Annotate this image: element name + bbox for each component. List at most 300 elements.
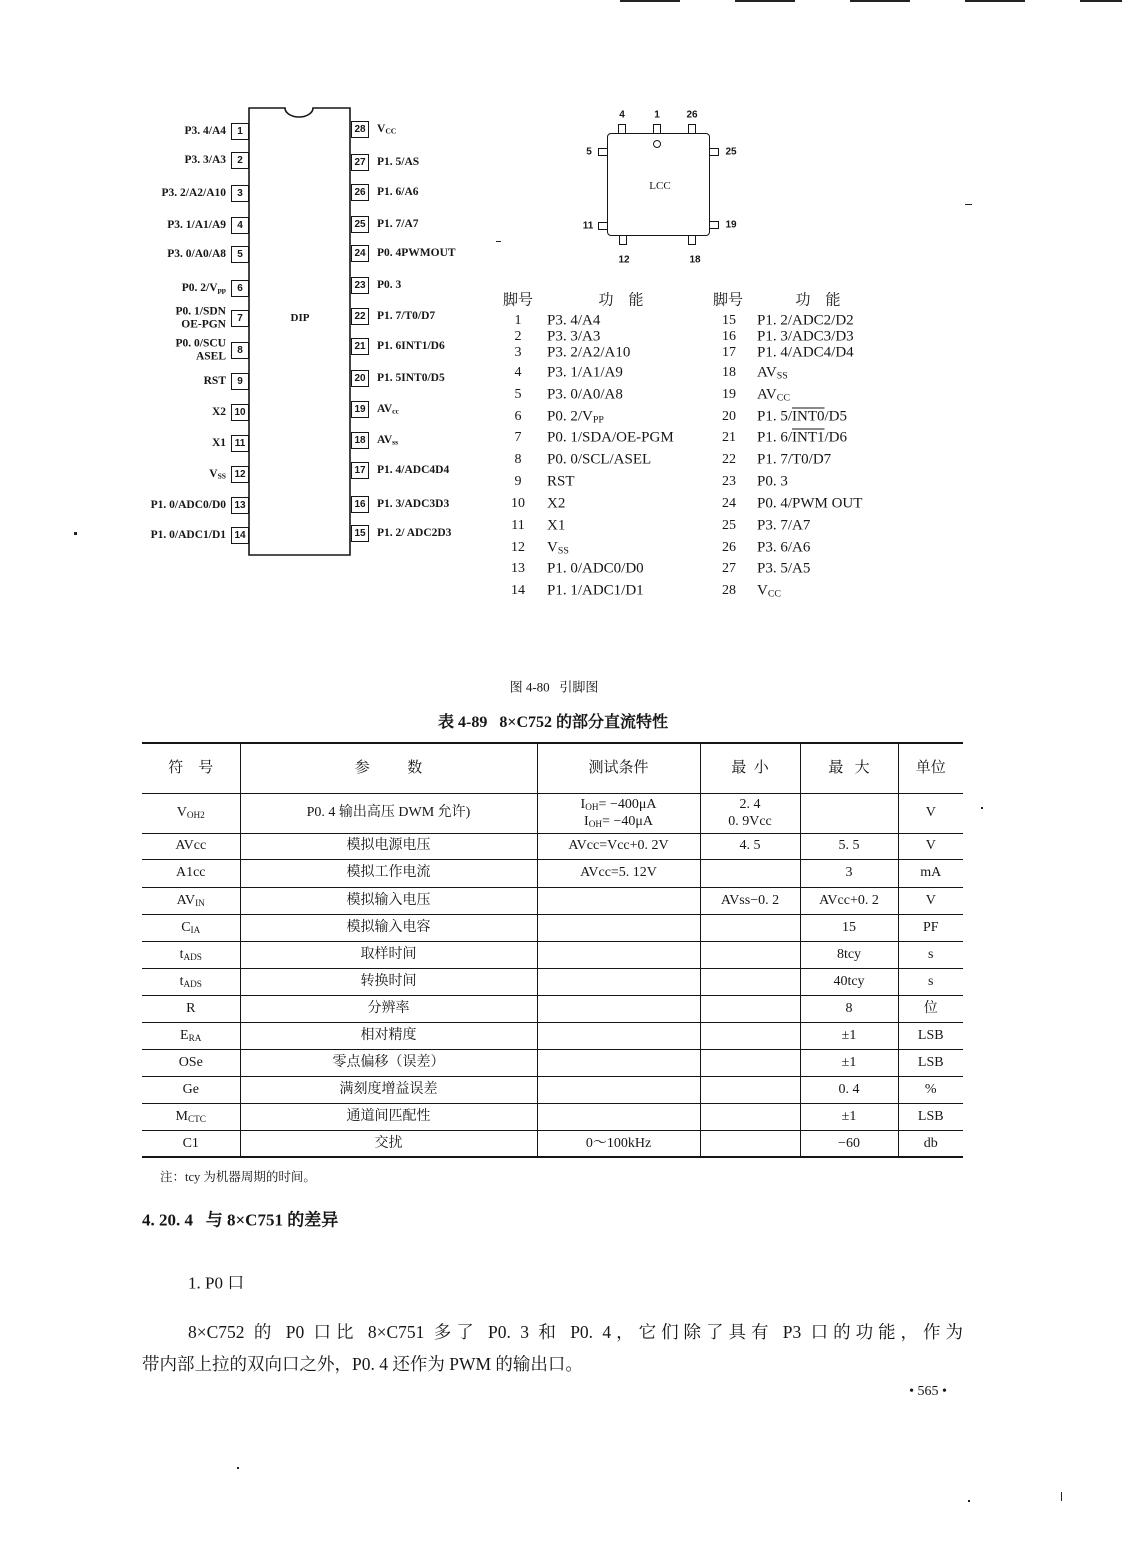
- table-row: [142, 1103, 963, 1130]
- subscript: IA: [190, 924, 201, 935]
- dip-pin-label: [167, 248, 226, 261]
- text-run: P3. 4/A4: [184, 124, 226, 137]
- text-run: 0. 9Vcc: [728, 814, 772, 829]
- text-run: P3. 0/A0/A8: [167, 247, 226, 260]
- text-run: AVcc=5. 12V: [580, 865, 657, 881]
- unit-cell: [898, 914, 963, 941]
- text-line: [176, 318, 226, 331]
- pin-number: 1: [514, 313, 522, 328]
- pin-function: [547, 562, 644, 577]
- text-run: P1. 7/T0/D7: [377, 309, 436, 322]
- subscript: OH2: [186, 810, 205, 821]
- text-run: 3: [845, 865, 853, 881]
- pin-number: 20: [722, 409, 736, 424]
- pin1-indicator: [653, 140, 661, 148]
- text-run: = −400μA: [598, 796, 657, 812]
- pin-number: 8: [514, 452, 522, 467]
- column-header-max: 最 大: [800, 743, 898, 793]
- table-row: [142, 941, 963, 968]
- dip-pin-label: [377, 498, 449, 511]
- text-run: P1. 1/ADC1/D1: [547, 582, 644, 599]
- dip-pin-label: [377, 279, 401, 292]
- text-run: P1. 5/: [757, 408, 793, 425]
- subscript: cc: [392, 406, 399, 416]
- unit-cell: [898, 1130, 963, 1157]
- symbol-cell: [142, 1076, 240, 1103]
- lcc-pin-lead: [653, 124, 661, 134]
- lcc-pin-lead: [598, 222, 608, 230]
- pin-number: 21: [722, 430, 736, 445]
- text-run: P1. 4/ADC4D4: [377, 463, 450, 476]
- dip-pin-number: 20: [351, 370, 369, 387]
- pin-number: 25: [722, 518, 736, 533]
- lcc-pin-number: 5: [586, 146, 592, 158]
- lcc-pin-lead: [688, 124, 696, 134]
- scan-edge-mark: [620, 0, 680, 2]
- page-number: • 565 •: [909, 1384, 947, 1399]
- dip-pin-label: [212, 406, 226, 419]
- unit-cell: [898, 833, 963, 859]
- pin-function: [757, 314, 854, 329]
- dip-pin-label: [377, 156, 419, 169]
- pin-function: [757, 431, 847, 446]
- dip-pin-number: 15: [351, 525, 369, 542]
- text-run: V: [176, 805, 187, 821]
- max-cell: [800, 995, 898, 1022]
- symbol-cell: [142, 914, 240, 941]
- text-run: 模拟输入电容: [346, 919, 431, 935]
- paragraph-line: 带内部上拉的双向口之外，P0. 4 还作为 PWM 的输出口。: [142, 1354, 583, 1374]
- text-run: Ge: [182, 1081, 199, 1097]
- dip-pin-label: [151, 499, 226, 512]
- lcc-pin-number: 25: [725, 146, 737, 158]
- text-run: V: [209, 467, 218, 480]
- pin-function: [547, 541, 569, 556]
- unit-cell: [898, 793, 963, 833]
- pin-number: 14: [511, 583, 525, 598]
- text-run: AVcc: [175, 838, 207, 854]
- text-run: t: [179, 946, 184, 962]
- dip-pin-number: 8: [231, 342, 249, 359]
- text-run: 位: [923, 1000, 938, 1016]
- text-run: V: [925, 838, 936, 854]
- subscript: OH: [588, 819, 603, 830]
- min-cell: [700, 941, 800, 968]
- text-run: P0. 2/V: [181, 281, 218, 294]
- dip-pin-number: 28: [351, 121, 369, 138]
- dip-pin-label: [377, 186, 419, 199]
- dip-pin-number: 23: [351, 277, 369, 294]
- lcc-pin-lead: [688, 235, 696, 245]
- text-run: PF: [922, 919, 939, 935]
- text-run: P3. 3/A3: [547, 328, 601, 345]
- table-row: [142, 1076, 963, 1103]
- text-run: ±1: [841, 1108, 857, 1124]
- table-row: [142, 1022, 963, 1049]
- text-run: 零点偏移（误差）: [332, 1054, 445, 1070]
- min-cell: [700, 1076, 800, 1103]
- max-cell: [800, 1130, 898, 1157]
- text-run: db: [923, 1135, 938, 1151]
- min-cell: [700, 995, 800, 1022]
- symbol-cell: [142, 968, 240, 995]
- dip-pin-label: [377, 218, 419, 231]
- section-heading: 4. 20. 4 与 8×C751 的差异: [142, 1210, 339, 1230]
- parameter-cell: [240, 914, 537, 941]
- text-run: AV: [757, 364, 777, 381]
- text-run: P3. 3/A3: [184, 153, 226, 166]
- pin-number: 17: [722, 345, 736, 360]
- text-run: P1. 7/A7: [377, 217, 419, 230]
- table-row: [142, 1049, 963, 1076]
- pin-number: 10: [511, 496, 525, 511]
- pin-number: 18: [722, 365, 736, 380]
- text-run: 通道间匹配性: [346, 1108, 431, 1124]
- text-run: X1: [547, 517, 566, 534]
- subscript: CTC: [187, 1113, 206, 1124]
- max-cell: [800, 1022, 898, 1049]
- subscript: ADS: [183, 978, 202, 989]
- pin-number: 27: [722, 561, 736, 576]
- text-run: P0. 1/SDA/OE-PGM: [547, 429, 674, 446]
- unit-cell: [898, 1076, 963, 1103]
- symbol-cell: [142, 941, 240, 968]
- text-run: AV: [377, 402, 393, 415]
- text-run: = −40μA: [602, 814, 653, 829]
- dip-pin-number: 12: [231, 466, 249, 483]
- dip-pin-number: 11: [231, 435, 249, 452]
- parameter-cell: [240, 1076, 537, 1103]
- symbol-cell: [142, 859, 240, 887]
- header-row: [142, 743, 963, 793]
- dip-pin-label: [377, 372, 445, 385]
- pin-number: 15: [722, 313, 736, 328]
- pin-number: 26: [722, 540, 736, 555]
- text-run: 交扰: [374, 1135, 403, 1151]
- table-row: [142, 1130, 963, 1157]
- min-cell: [700, 859, 800, 887]
- min-cell: [700, 968, 800, 995]
- lcc-pin-lead: [709, 221, 719, 229]
- pin-function: [547, 519, 565, 534]
- text-run: P0. 4 输出高压 DWM 允许): [306, 805, 471, 821]
- pin-function: [547, 346, 630, 361]
- text-run: RST: [203, 374, 226, 387]
- lcc-pin-lead: [619, 235, 627, 245]
- unit-cell: [898, 1103, 963, 1130]
- symbol-cell: [142, 1130, 240, 1157]
- column-header-test-condition: 测试条件: [537, 743, 700, 793]
- scan-speck: [237, 1467, 239, 1469]
- text-run: P0. 3: [377, 278, 402, 291]
- scan-edge-mark: [965, 0, 1025, 2]
- symbol-cell: [142, 793, 240, 833]
- subscript: CC: [767, 588, 782, 600]
- dip-pin-label: [176, 338, 226, 363]
- dip-pin-number: 3: [231, 185, 249, 202]
- pin-function: [757, 453, 831, 468]
- text-run: P1. 5INT0/D5: [377, 371, 445, 384]
- subscript: SS: [557, 545, 569, 557]
- text-run: 相对精度: [360, 1027, 417, 1043]
- dip-pin-number: 27: [351, 154, 369, 171]
- dip-pin-label: [176, 306, 226, 331]
- table-note: 注：tcy 为机器周期的时间。: [160, 1169, 316, 1184]
- text-run: P1. 6/: [757, 429, 793, 446]
- scan-speck: [1061, 1492, 1062, 1501]
- text-run: 模拟工作电流: [346, 865, 431, 881]
- dip-pin-label: [377, 403, 399, 416]
- subscript: PP: [592, 414, 604, 426]
- text-run: 0. 4: [838, 1081, 860, 1097]
- text-run: P1. 0/ADC0/D0: [547, 560, 644, 577]
- dip-pin-number: 16: [351, 496, 369, 513]
- text-run: I: [584, 814, 589, 829]
- text-run: 模拟输入电压: [346, 892, 431, 908]
- min-cell: [700, 793, 800, 833]
- pin-number: 13: [511, 561, 525, 576]
- unit-cell: [898, 968, 963, 995]
- dip-pin-label: [209, 468, 226, 481]
- text-run: P0. 1/SDN: [175, 305, 226, 318]
- dip-pin-label: [184, 154, 226, 167]
- text-run: C: [181, 919, 191, 935]
- subscript: SS: [217, 471, 226, 481]
- pin-number: 23: [722, 474, 736, 489]
- text-run: A1cc: [175, 865, 206, 881]
- dip-pin-label: [182, 282, 226, 295]
- paragraph-line: 8×C752 的 P0 口比 8×C751 多了 P0. 3 和 P0. 4，它们除了具有 P3 口的功能，作为: [188, 1322, 963, 1342]
- text-run: P1. 4/ADC4/D4: [757, 344, 854, 361]
- dip-pin-number: 25: [351, 216, 369, 233]
- test-condition-cell: [537, 968, 700, 995]
- text-run: P1. 2/ADC2/D2: [757, 312, 854, 329]
- scan-edge-mark: [735, 0, 795, 2]
- pin-function: [757, 410, 847, 425]
- pin-function: [547, 366, 623, 381]
- pin-function-header: 功 能: [598, 292, 644, 309]
- text-run: P0. 4/PWM OUT: [757, 495, 863, 512]
- text-run: 取样时间: [360, 946, 417, 962]
- lcc-pin-number: 1: [654, 109, 660, 121]
- lcc-pin-number: 26: [686, 109, 698, 121]
- pin-function: [547, 314, 600, 329]
- dip-pin-label: [377, 464, 449, 477]
- max-cell: [800, 1103, 898, 1130]
- dip-pin-label: [167, 219, 226, 232]
- scan-speck: [968, 1500, 970, 1502]
- text-run: 8tcy: [836, 946, 862, 962]
- subscript: RA: [188, 1032, 202, 1043]
- text-run: 模拟电源电压: [346, 838, 431, 854]
- text-run: 15: [842, 919, 856, 935]
- subscript: CC: [776, 392, 790, 404]
- test-condition-cell: [537, 833, 700, 859]
- subscript: CC: [385, 126, 397, 136]
- pin-number: 9: [514, 474, 522, 489]
- dip-pin-label: [212, 437, 226, 450]
- text-run: LSB: [917, 1027, 944, 1043]
- pin-function: [757, 584, 781, 599]
- dip-pin-label: [204, 375, 226, 388]
- text-run: P1. 7/T0/D7: [757, 451, 832, 468]
- lcc-pin-number: 19: [725, 219, 737, 231]
- figure-caption: 图 4-80 引脚图: [509, 679, 599, 695]
- lcc-pin-number: 12: [618, 254, 630, 266]
- pin-number: 22: [722, 452, 736, 467]
- min-cell: [700, 1103, 800, 1130]
- dip-pin-number: 10: [231, 404, 249, 421]
- table-title: 表 4-89 8×C752 的部分直流特性: [437, 714, 669, 731]
- pin-function-header: 功 能: [795, 292, 841, 309]
- text-run: P3. 7/A7: [757, 517, 811, 534]
- text-run: P1. 3/ADC3/D3: [757, 328, 854, 345]
- text-run: AVcc+0. 2: [819, 892, 879, 908]
- text-run: P0. 4PWMOUT: [377, 246, 456, 259]
- dip-pin-number: 17: [351, 462, 369, 479]
- symbol-cell: [142, 1022, 240, 1049]
- text-run: ASEL: [195, 350, 226, 362]
- pin-function: [757, 346, 854, 361]
- text-line: [176, 306, 226, 319]
- pin-number: 11: [511, 518, 525, 533]
- test-condition-cell: [537, 1076, 700, 1103]
- pin-function: [547, 330, 600, 345]
- text-run: 转换时间: [360, 973, 417, 989]
- text-run: P1. 2/ ADC2D3: [377, 526, 452, 539]
- pin-function: [547, 497, 565, 512]
- max-cell: [800, 1076, 898, 1103]
- min-cell: [700, 887, 800, 914]
- text-run: P3. 4/A4: [547, 312, 601, 329]
- text-run: %: [924, 1081, 937, 1097]
- text-run: 0～100kHz: [585, 1135, 652, 1151]
- text-run: X1: [211, 436, 226, 449]
- text-run: P1. 0/ADC0/D0: [150, 498, 226, 511]
- text-run: V: [757, 582, 768, 599]
- dip-pin-number: 9: [231, 373, 249, 390]
- scan-speck: [74, 532, 77, 535]
- pin-function: [547, 388, 623, 403]
- pin-number: 19: [722, 387, 736, 402]
- pin-number: 24: [722, 496, 736, 511]
- subscript: ADS: [183, 951, 202, 962]
- pin-number: 7: [514, 430, 522, 445]
- max-cell: [800, 914, 898, 941]
- max-cell: [800, 887, 898, 914]
- text-run: mA: [920, 865, 942, 881]
- max-cell: [800, 968, 898, 995]
- parameter-cell: [240, 968, 537, 995]
- text-line: [538, 796, 700, 814]
- text-run: M: [175, 1108, 188, 1124]
- max-cell: [800, 941, 898, 968]
- parameter-cell: [240, 1022, 537, 1049]
- lcc-pin-number: 11: [582, 220, 594, 232]
- parameter-cell: [240, 833, 537, 859]
- parameter-cell: [240, 887, 537, 914]
- text-run: ±1: [841, 1027, 857, 1043]
- parameter-cell: [240, 995, 537, 1022]
- text-run: RST: [547, 473, 575, 490]
- text-run: 分辨率: [367, 1000, 410, 1016]
- pin-function: [547, 410, 604, 425]
- text-run: s: [928, 946, 934, 962]
- dip-pin-number: 4: [231, 217, 249, 234]
- scan-edge-mark: [850, 0, 910, 2]
- dip-pin-label: [377, 247, 456, 260]
- text-run: OSe: [178, 1054, 203, 1070]
- max-cell: [800, 1049, 898, 1076]
- text-line: [538, 813, 700, 831]
- max-cell: [800, 859, 898, 887]
- text-run: 40tcy: [833, 973, 865, 989]
- dip-pin-label: [377, 527, 451, 540]
- text-run: P3. 6/A6: [757, 539, 811, 556]
- pin-function: [757, 519, 810, 534]
- scan-speck: [496, 241, 501, 242]
- table-row: [142, 859, 963, 887]
- text-run: 5. 5: [838, 838, 860, 854]
- dip-package-body: [248, 107, 352, 557]
- pin-function: [547, 431, 674, 446]
- parameter-cell: [240, 1130, 537, 1157]
- text-run: P1. 5/AS: [377, 155, 420, 168]
- text-run: AVss−0. 2: [720, 892, 780, 908]
- symbol-cell: [142, 1103, 240, 1130]
- column-header-unit: 单位: [898, 743, 963, 793]
- dip-pin-number: 7: [231, 310, 249, 327]
- text-run: V: [925, 892, 936, 908]
- text-run: P1. 3/ADC3D3: [377, 497, 450, 510]
- dip-pin-number: 24: [351, 245, 369, 262]
- test-condition-cell: [537, 995, 700, 1022]
- dip-pin-number: 2: [231, 152, 249, 169]
- dip-pin-number: 18: [351, 432, 369, 449]
- text-run: P1. 6/A6: [377, 185, 419, 198]
- dip-pin-label: [377, 340, 445, 353]
- pin-function: [547, 584, 644, 599]
- text-run: P3. 1/A1/A9: [167, 218, 226, 231]
- dip-pin-number: 14: [231, 527, 249, 544]
- subscript: IN: [195, 897, 205, 908]
- min-cell: [700, 914, 800, 941]
- pin-function: [757, 475, 788, 490]
- unit-cell: [898, 859, 963, 887]
- pin-number-header: 脚号: [713, 292, 744, 309]
- text-run: P3. 5/A5: [757, 560, 811, 577]
- test-condition-cell: [537, 941, 700, 968]
- text-run: X2: [547, 495, 566, 512]
- text-run: /D5: [824, 408, 848, 425]
- pin-function: [547, 453, 651, 468]
- table-row: [142, 968, 963, 995]
- dip-pin-number: 22: [351, 308, 369, 325]
- text-run: 8: [845, 1000, 853, 1016]
- pin-function: [757, 388, 790, 403]
- text-run: 4. 5: [739, 838, 761, 854]
- text-run: /D6: [824, 429, 848, 446]
- unit-cell: [898, 995, 963, 1022]
- dip-pin-label: [377, 310, 435, 323]
- dip-package-label: DIP: [290, 312, 310, 324]
- pin-function: [757, 366, 788, 381]
- dip-pin-number: 26: [351, 184, 369, 201]
- parameter-cell: [240, 1049, 537, 1076]
- text-run: 满刻度增益误差: [339, 1081, 438, 1097]
- subscript: OH: [585, 801, 599, 812]
- text-run: V: [547, 539, 558, 556]
